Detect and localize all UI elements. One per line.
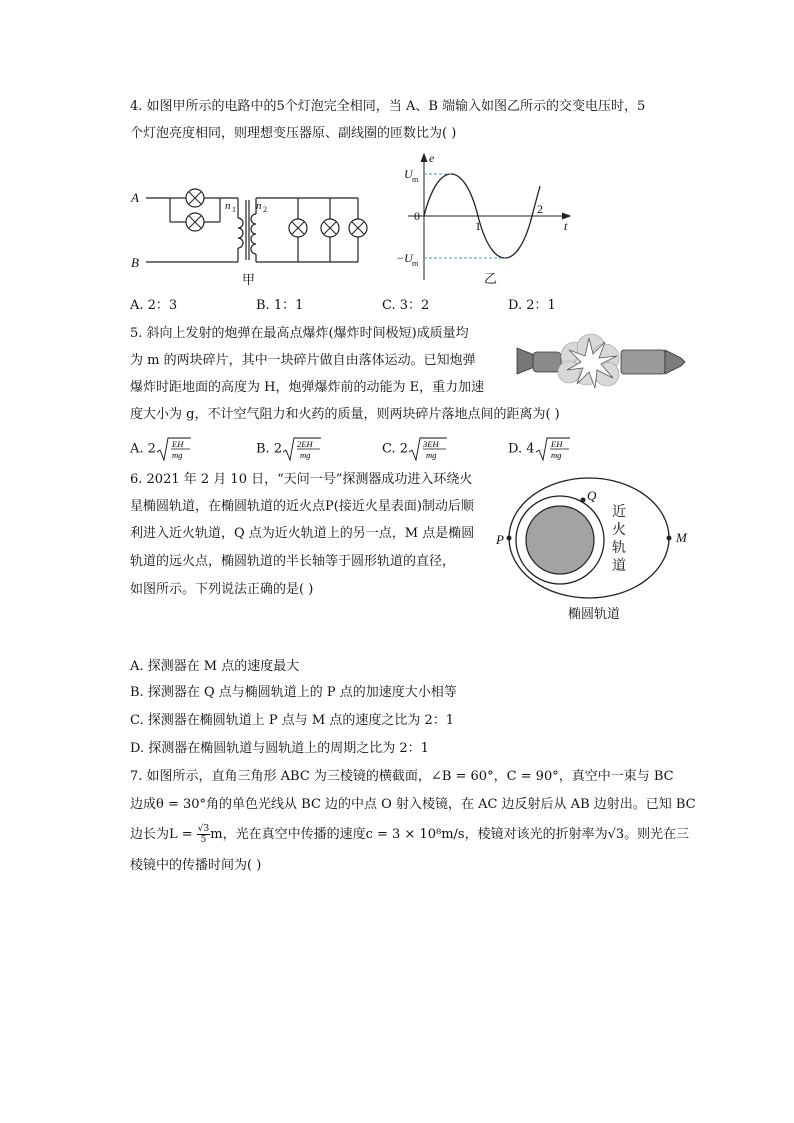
axis-e: e [429, 151, 435, 165]
q5-line2: 为 m 的两块碎片，其中一块碎片做自由落体运动。已知炮弹 [130, 353, 476, 368]
orbit-caption: 椭圆轨道 [568, 606, 621, 621]
q6-line4: 轨道的远火点，椭圆轨道的半长轴等于圆形轨道的直径， [130, 554, 456, 569]
label-Um-sub: m [412, 175, 419, 184]
caption-jia: 甲 [242, 272, 256, 287]
q6-line5: 如图所示。下列说法正确的是( ) [130, 582, 314, 597]
label-n2-sub: 2 [263, 205, 267, 214]
svg-text:EH: EH [171, 439, 184, 449]
circuit-diagram [128, 180, 383, 290]
tick-0: 0 [414, 209, 420, 223]
q4-line1: 4. 如图甲所示的电路中的5个灯泡完全相同，当 A、B 端输入如图乙所示的交变电压时，5 [130, 99, 646, 114]
sine-wave-graph [398, 150, 578, 290]
label-Q: Q [587, 488, 597, 503]
tick-2: 2 [537, 202, 543, 216]
label-n1: n [225, 200, 231, 212]
q5-line4: 度大小为 g，不计空气阻力和火药的质量，则两块碎片落地点间的距离为( ) [130, 407, 560, 422]
label-M: M [676, 530, 687, 545]
shell-explosion-illustration [513, 330, 693, 396]
inner-label-1: 火 [612, 523, 626, 538]
q6-option-a: A. 探测器在 M 点的速度最大 [130, 659, 300, 674]
q5-option-b: B. 2 2EH mg [256, 436, 322, 462]
sqrt-fraction-c [408, 436, 448, 462]
q4-option-c: C. 3：2 [382, 298, 430, 313]
tick-1: 1 [475, 219, 481, 233]
q5-line3: 爆炸时距地面的高度为 H，炮弹爆炸前的动能为 E，重力加速 [130, 380, 485, 395]
sqrt-fraction-d [535, 436, 571, 462]
q6-option-c: C. 探测器在椭圆轨道上 P 点与 M 点的速度之比为 2：1 [130, 713, 455, 728]
label-A: A [131, 190, 139, 205]
sqrt-fraction-b [282, 436, 322, 462]
q6-line2: 星椭圆轨道，在椭圆轨道的近火点P(接近火星表面)制动后顺 [130, 499, 474, 514]
q7-line3: 边长为L = $\frac{√3}{5}$ m，光在真空中传播的速度c = 3 × 10⁸m/s，棱镜对该光的折射率为√3。则光在三 [130, 824, 690, 845]
q4-option-a: A. 2：3 [130, 298, 178, 313]
inner-label-0: 近 [612, 505, 626, 520]
label-n1-sub: 1 [232, 205, 236, 214]
q4-line2: 个灯泡亮度相同，则理想变压器原、副线圈的匝数比为( ) [130, 126, 457, 141]
q7-fraction: $\frac{√3}{5}$ [197, 824, 210, 845]
axis-t: t [564, 219, 568, 233]
label-n2: n [256, 200, 262, 212]
q7-line4: 棱镜中的传播时间为( ) [130, 858, 262, 873]
q6-line1: 6. 2021 年 2 月 10 日，“天问一号”探测器成功进入环绕火 [130, 472, 473, 487]
q5-option-c: C. 2 3EH mg [382, 436, 448, 462]
q7-line2: 边成θ = 30°角的单色光线从 BC 边的中点 O 射入棱镜，在 AC 边反射后从 AB 边射出。已知 BC [130, 797, 696, 812]
inner-label-3: 道 [612, 559, 626, 574]
label-B: B [131, 255, 139, 270]
label-negUm: −U [396, 251, 413, 265]
q6-line3: 利进入近火轨道，Q 点为近火轨道上的另一点，M 点是椭圆 [130, 526, 475, 541]
q6-option-d: D. 探测器在椭圆轨道与圆轨道上的周期之比为 2：1 [130, 741, 429, 756]
q5-line1: 5. 斜向上发射的炮弹在最高点爆炸(爆炸时间极短)成质量均 [130, 326, 469, 341]
svg-text:2EH: 2EH [297, 439, 313, 449]
sqrt-fraction-a [156, 436, 192, 462]
svg-text:mg: mg [426, 450, 437, 460]
inner-label-2: 轨 [612, 541, 626, 556]
label-P: P [496, 532, 504, 547]
label-negUm-sub: m [412, 259, 419, 268]
svg-text:mg: mg [550, 450, 561, 460]
q5-option-d: D. 4 EH mg [508, 436, 571, 462]
svg-text:3EH: 3EH [423, 439, 439, 449]
q4-option-b: B. 1：1 [256, 298, 304, 313]
q6-option-b: B. 探测器在 Q 点与椭圆轨道上的 P 点的加速度大小相等 [130, 685, 457, 700]
q4-option-d: D. 2：1 [508, 298, 556, 313]
caption-yi: 乙 [484, 271, 498, 286]
label-Um: U [404, 167, 413, 181]
svg-text:mg: mg [171, 450, 183, 460]
svg-text:EH: EH [550, 439, 562, 449]
orbit-diagram [496, 474, 706, 626]
q5-option-a: A. 2 EH mg [130, 436, 192, 462]
q7-line1: 7. 如图所示，直角三角形 ABC 为三棱镜的横截面，∠B = 60°，C = 90°，真空中一束与 BC [130, 769, 674, 784]
svg-text:mg: mg [300, 450, 311, 460]
